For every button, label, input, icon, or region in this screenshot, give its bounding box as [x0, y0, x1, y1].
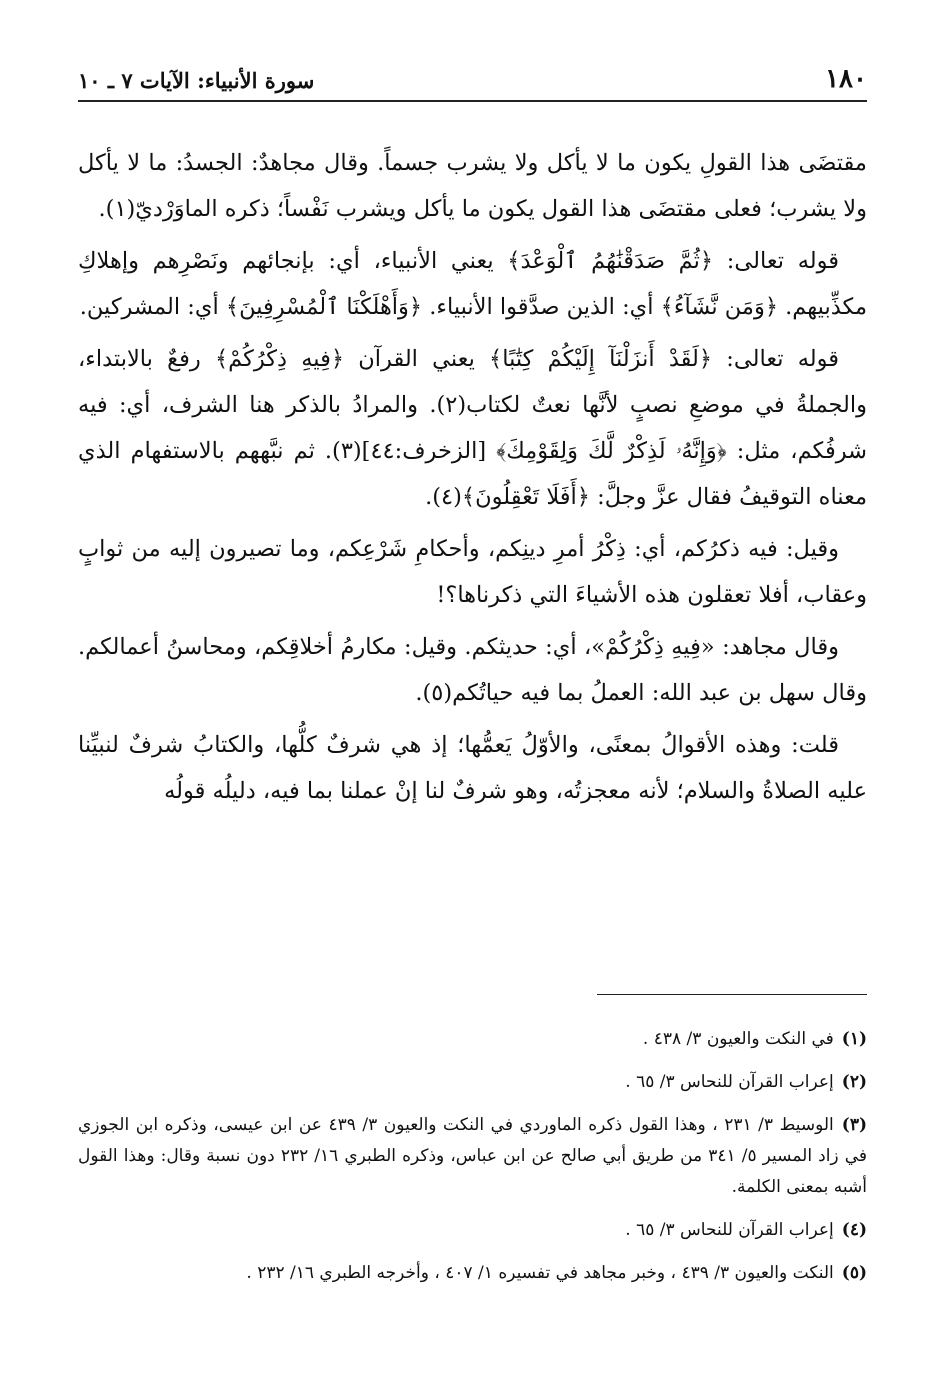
footnote: [78, 1258, 867, 1289]
page-header: [78, 62, 867, 102]
paragraph: وقال مجاهد: «فِيهِ ذِكْرُكُمْ»، أي: حديثكم. وقيل: مكارمُ أخلاقِكم، ومحاسنُ أعمالكم. وقال سهل بن عبد الله: العملُ بما فيه حياتُكم(٥).: [78, 634, 867, 706]
footnote-number: (٣): [841, 1115, 868, 1135]
footnote-number: (١): [841, 1029, 867, 1049]
footnote-text: الوسيط ٣/ ٢٣١ ، وهذا القول ذكره الماوردي في النكت والعيون ٣/ ٤٣٩ عن ابن عيسى، وذكره ابن الجوزي في زاد المسير ٥/ ٣٤١ من طريق أبي صالح عن ابن عباس، وذكره الطبري ١٦/ ٢٣٢ دون نسبة وقال: وهذا القول أشبه بمعنى الكلمة.: [78, 1115, 867, 1197]
footnote-text: النكت والعيون ٣/ ٤٣٩ ، وخبر مجاهد في تفسيره ١/ ٤٠٧ ، وأخرجه الطبري ١٦/ ٢٣٢ .: [246, 1263, 834, 1283]
footnote: [78, 1215, 867, 1246]
footnote: [78, 1110, 867, 1203]
page-number: ١٨٠: [825, 64, 867, 94]
footnote-text: إعراب القرآن للنحاس ٣/ ٦٥ .: [625, 1220, 834, 1240]
paragraph: وقيل: فيه ذكرُكم، أي: ذِكْرُ أمرِ دينِكم، وأحكامِ شَرْعِكم، وما تصيرون إليه من ثوابٍ وعقاب، أفلا تعقلون هذه الأشياءَ التي ذكرناها؟!: [78, 536, 867, 608]
footnote: [78, 1024, 867, 1055]
footnote-text: إعراب القرآن للنحاس ٣/ ٦٥ .: [625, 1072, 834, 1092]
footnote-number: (٥): [841, 1263, 867, 1283]
running-head: سورة الأنبياء: الآيات ٧ ـ ١٠: [78, 68, 315, 93]
footnotes: [78, 1024, 867, 1301]
footnote: [78, 1067, 867, 1098]
footnote-text: في النكت والعيون ٣/ ٤٣٨ .: [642, 1029, 834, 1049]
footnote-divider: [597, 994, 867, 995]
paragraph: قلت: وهذه الأقوالُ بمعنًى، والأوّلُ يَعمُّها؛ إذ هي شرفٌ كلُّها، والكتابُ شرفٌ لنبيِّنا عليه الصلاةُ والسلام؛ لأنه معجزتُه، وهو شرفٌ لنا إنْ عملنا بما فيه، دليلُه قولُه: [78, 732, 867, 804]
body-text: [78, 140, 867, 820]
footnote-number: (٢): [841, 1072, 867, 1092]
paragraph: مقتضَى هذا القولِ يكون ما لا يأكل ولا يشرب جسماً. وقال مجاهدٌ: الجسدُ: ما لا يأكل ولا يشرب؛ فعلى مقتضَى هذا القول يكون ما يأكل ويشرب نَفْساً؛ ذكره الماوَرْديّ(١).: [78, 150, 867, 222]
footnote-number: (٤): [841, 1220, 867, 1240]
paragraph: قوله تعالى: ﴿لَقَدْ أَنزَلْنَآ إِلَيْكُمْ كِتَٰبًا﴾ يعني القرآن ﴿فِيهِ ذِكْرُكُمْ﴾ رفعٌ بالابتداء، والجملةُ في موضعِ نصبٍ لأنَّها نعتٌ لكتاب(٢). والمرادُ بالذكر هنا الشرف، أي: فيه شرفُكم، مثل: ﴿وَإِنَّهُۥ لَذِكْرٌ لَّكَ وَلِقَوْمِكَ﴾ [الزخرف:٤٤](٣). ثم نبَّههم بالاستفهام الذي معناه التوقيفُ فقال عزَّ وجلَّ: ﴿أَفَلَا تَعْقِلُونَ﴾(٤).: [78, 346, 867, 510]
paragraph: قوله تعالى: ﴿ثُمَّ صَدَقْنَٰهُمُ ٱلْوَعْدَ﴾ يعني الأنبياء، أي: بإنجائهم ونَصْرِهم وإهلاكِ مكذِّبيهم. ﴿وَمَن نَّشَآءُ﴾ أي: الذين صدَّقوا الأنبياء. ﴿وَأَهْلَكْنَا ٱلْمُسْرِفِينَ﴾ أي: المشركين.: [78, 248, 867, 320]
